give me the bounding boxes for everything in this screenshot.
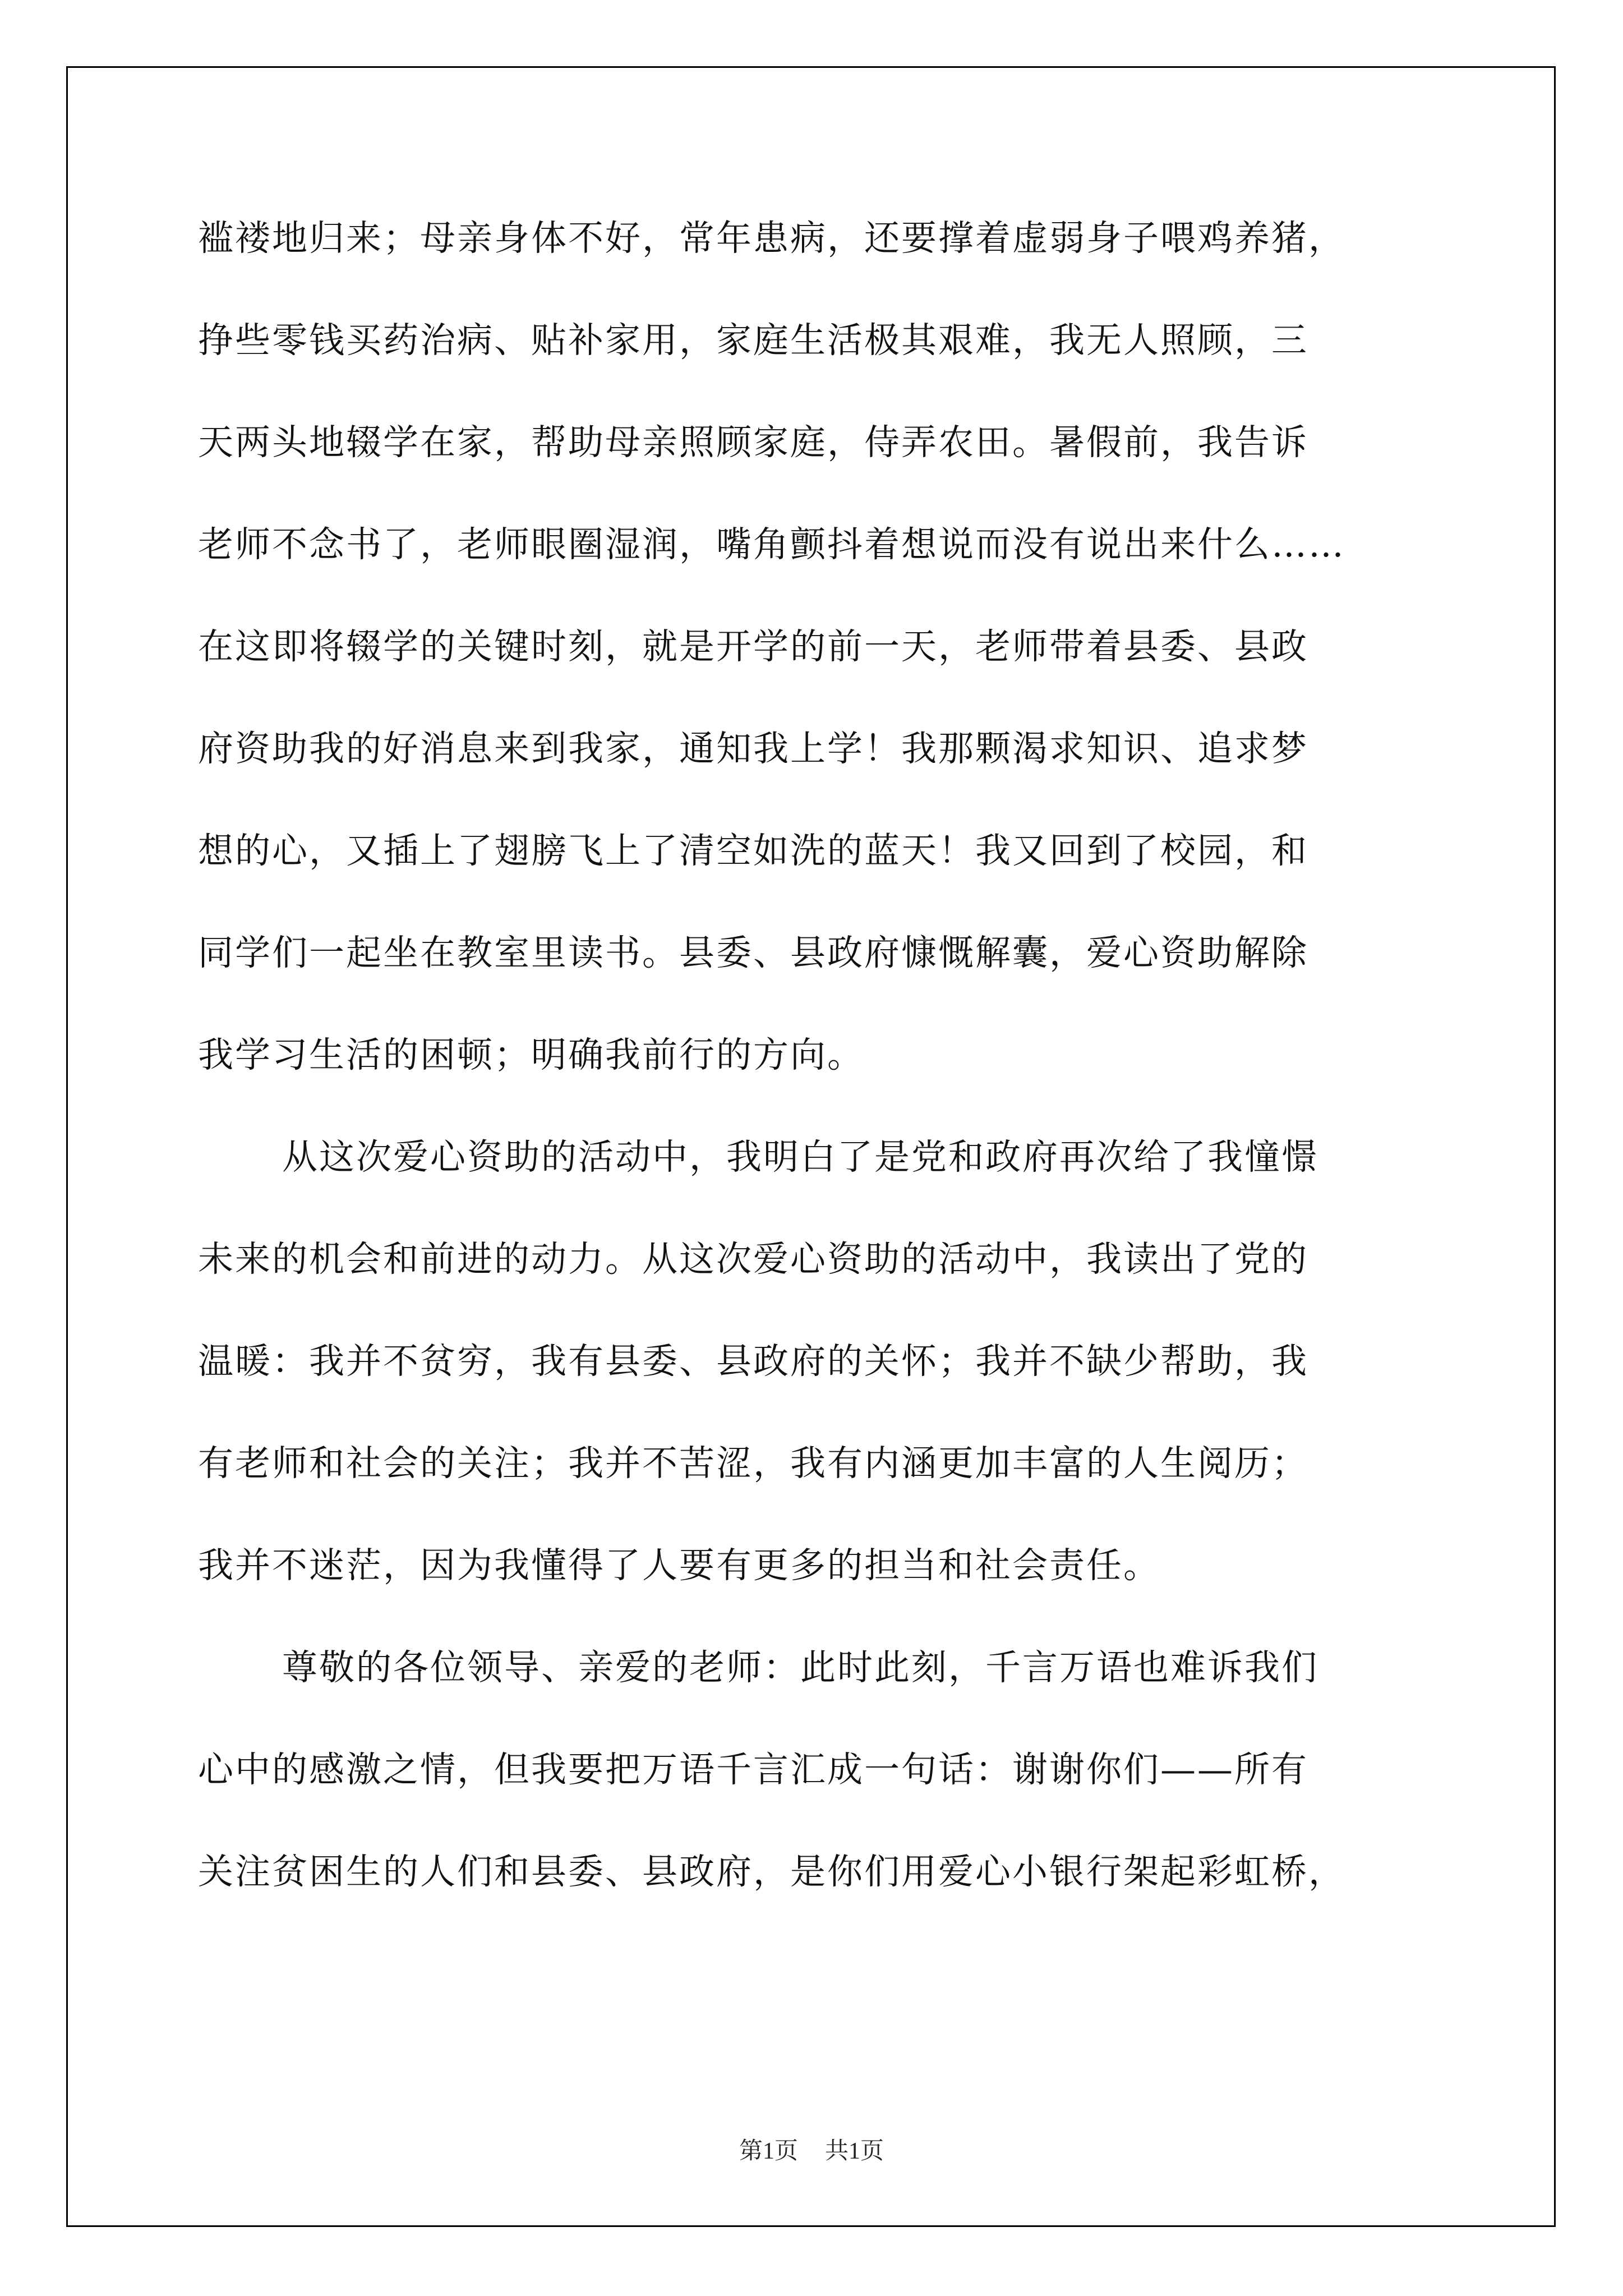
text-line: 我学习生活的困顿；明确我前行的方向。: [198, 1034, 864, 1075]
text-line: 有老师和社会的关注；我并不苦涩，我有内涵更加丰富的人生阅历；: [198, 1443, 1308, 1484]
page-total: 共1页: [825, 2138, 884, 2164]
text-line: 褴褛地归来；母亲身体不好，常年患病，还要撑着虚弱身子喂鸡养猪，: [198, 218, 1345, 259]
text-line: 未来的机会和前进的动力。从这次爱心资助的活动中，我读出了党的: [198, 1239, 1308, 1280]
text-line: 关注贫困生的人们和县委、县政府，是你们用爱心小银行架起彩虹桥，: [198, 1851, 1345, 1892]
text-line: 我并不迷茫，因为我懂得了人要有更多的担当和社会责任。: [198, 1545, 1160, 1586]
page-number: 第1页: [739, 2138, 798, 2164]
text-line: 天两头地辍学在家，帮助母亲照顾家庭，侍弄农田。暑假前，我告诉: [198, 422, 1308, 463]
text-line: 温暖：我并不贫穷，我有县委、县政府的关怀；我并不缺少帮助，我: [198, 1341, 1308, 1382]
text-line: 老师不念书了，老师眼圈湿润，嘴角颤抖着想说而没有说出来什么……: [198, 524, 1345, 565]
paragraph-first-line: 从这次爱心资助的活动中，我明白了是党和政府再次给了我憧憬: [282, 1137, 1318, 1177]
text-line: 挣些零钱买药治病、贴补家用，家庭生活极其艰难，我无人照顾，三: [198, 320, 1308, 361]
text-line: 府资助我的好消息来到我家，通知我上学！我那颗渴求知识、追求梦: [198, 728, 1308, 769]
text-line: 心中的感激之情，但我要把万语千言汇成一句话：谢谢你们——所有: [198, 1749, 1308, 1790]
text-line: 在这即将辍学的关键时刻，就是开学的前一天，老师带着县委、县政: [198, 626, 1308, 667]
text-line: 同学们一起坐在教室里读书。县委、县政府慷慨解囊，爱心资助解除: [198, 932, 1308, 973]
text-line: 想的心，又插上了翅膀飞上了清空如洗的蓝天！我又回到了校园，和: [198, 830, 1308, 871]
page-footer: [0, 2134, 1623, 2168]
paragraph-first-line: 尊敬的各位领导、亲爱的老师：此时此刻，千言万语也难诉我们: [282, 1647, 1318, 1688]
